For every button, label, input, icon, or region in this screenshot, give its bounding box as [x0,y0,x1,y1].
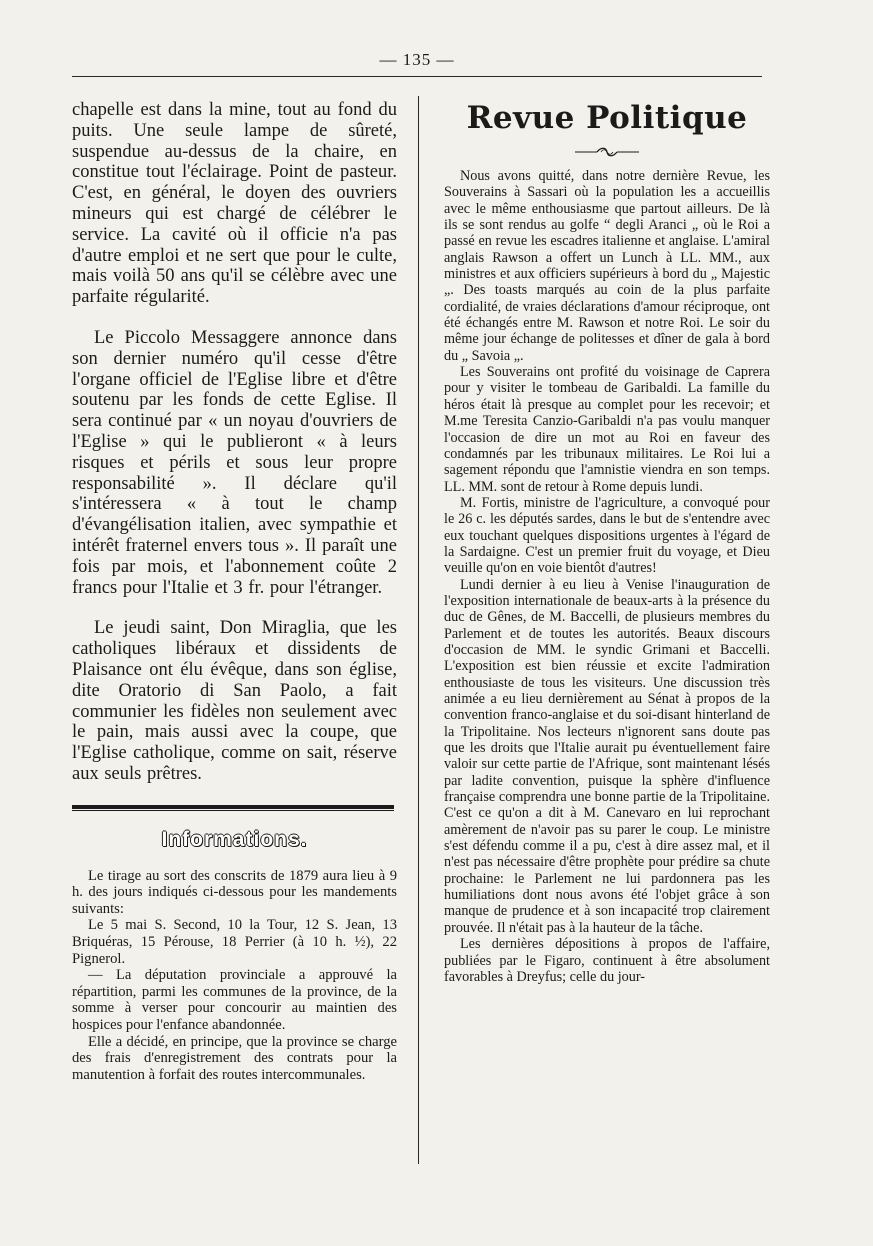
paragraph-piccolo-messaggere: Le Piccolo Messaggere annonce dans son dernier numéro qu'il cesse d'être l'organe officiel de l'Eglise libre et d'être soutenu par les fonds de cette Eglise. Il sera continué par « un noyau d'ouvriers de l'Eglise » qui le publieront « à leurs risques et périls et sous leur propre responsabilité ». Il déclare qu'il s'intéressera « à tout le champ d'évangélisation italien, avec sympathie et intérêt fraternel envers tous ». Il paraît une fois par mois, et l'abonnement coûte 2 francs pour l'Italie et 3 fr. pour l'étranger. [72,327,397,598]
info-paragraph-province: Elle a décidé, en principe, que la province se charge des frais d'enregistrement des contrats pour la manutention à forfait des routes intercommunales. [72,1033,397,1083]
left-column [72,100,397,1083]
informations-text [72,868,397,1084]
right-column [444,98,770,985]
revue-politique-text [444,168,770,985]
page-number: — 135 — [379,50,455,69]
left-article-text [72,100,397,785]
info-paragraph-deputation: — La députation provinciale a approuvé la répartition, parmi les communes de la province, de la somme à verser pour concourir au maintien des hospices pour l'enfance abandonnée. [72,967,397,1034]
ornament-flourish-icon [573,145,641,159]
revue-politique-heading: Revue Politique [466,100,748,136]
column-divider [418,96,419,1164]
paragraph-chapelle: chapelle est dans la mine, tout au fond du puits. Une seule lampe de sûreté, suspendue au-dessus de la chaire, en constitue tout l'éclairage. Point de pasteur. C'est, en général, le doyen des ouvriers mineurs qui est chargé de célébrer le service. La cavité où il officie n'a pas d'autre emploi et ne sert que pour le culte, mais voilà 50 ans qu'il se célèbre avec une parfaite régularité. [72,100,397,308]
revue-paragraph-fortis: M. Fortis, ministre de l'agriculture, a convoqué pour le 26 c. les députés sardes, dans le but de s'entendre avec eux touchant quelques dispositions urgentes à l'égard de la Sardaigne. C'est un premier fruit du voyage, et Dieu veuille qu'on en voie bientôt d'autres! [444,494,770,577]
revue-paragraph-dreyfus: Les dernières dépositions à propos de l'affaire, publiées par le Figaro, continuent à être absolument favorables à Dreyfus; celle du jour- [444,936,770,985]
revue-paragraph-venise: Lundi dernier à eu lieu à Venise l'inauguration de l'exposition internationale de beaux-arts à la présence du duc de Gênes, de M. Baccelli, de plusieurs membres du Parlement et de toutes les autorités. Beaux discours d'occasion de MM. le syndic Grimani et Baccelli. L'exposition est bien réussie et excite l'admiration enthousiaste de tous les visiteurs. Une discussion très animée a eu lieu dernièrement au Sénat à propos de la convention franco-anglaise et du soi-disant hinterland de la Tripolitaine. Nos lecteurs n'ignorent sans doute pas que les droits que l'Italie aurait pu éventuellement faire valoir sur cette partie de l'Afrique, sont maintenant lésés par ladite convention, puisque la sphère d'influence française comprendra une bonne partie de la Tripolitaine. C'est ce qu'on a dit à M. Canevaro en lui reprochant amèrement de n'avoir pas su parer le coup. Le ministre s'est défendu comme il a pu, c'est à dire assez mal, et il n'est pas nécessaire d'être prophète pour prédire sa chute prochaine: le Parlement ne lui pardonnera pas les humiliations dont nous avons été l'objet grâce à son manque de prudence et à son incapacité trop clairement prouvée. Il n'était pas à la hauteur de la tâche. [444,576,770,936]
header-rule [72,76,762,77]
info-paragraph-dates: Le 5 mai S. Second, 10 la Tour, 12 S. Jean, 13 Briquéras, 15 Pérouse, 18 Perrier (à 10 h. ½), 22 Pignerol. [72,917,397,967]
informations-heading: Informations. [161,827,308,851]
revue-paragraph-souverains: Nous avons quitté, dans notre dernière Revue, les Souverains à Sassari où la population les a accueillis avec le même enthousiasme que partout ailleurs. De là ils se sont rendus au golfe “ degli Aranci „ où le Roi a passé en revue les escadres italienne et anglaise. L'amiral anglais Rawson a offert un Lunch à LL. MM., aux ministres et aux officiers supérieurs à bord du „ Majestic „. Des toasts marqués au coin de la plus parfaite cordialité, de vraies déclarations d'amour réciproque, ont été échangés entre M. Rawson et notre Roi. Le soir du même jour échange de politesses et dîner de gala à bord du „ Savoia „. [444,168,770,364]
section-divider [72,805,394,811]
revue-paragraph-caprera: Les Souverains ont profité du voisinage de Caprera pour y visiter le tombeau de Garibaldi. La famille du héros était là presque au complet pour les recevoir; et M.me Teresita Canzio-Garibaldi n'a pas voulu manquer l'occasion de dire un mot au Roi en faveur des condamnés par les tribunaux militaires. Le Roi lui a sagement répondu que l'amnistie viendra en son temps. LL. MM. sont de retour à Rome depuis lundi. [444,364,770,495]
info-paragraph-tirage: Le tirage au sort des conscrits de 1879 aura lieu à 9 h. des jours indiqués ci-dessous pour les mandements suivants: [72,867,397,917]
paragraph-jeudi-saint: Le jeudi saint, Don Miraglia, que les catholiques libéraux et dissidents de Plaisance ont élu évêque, dans son église, dite Oratorio di San Paolo, a fait communier les fidèles non seulement avec le pain, mais aussi avec la coupe, que l'Eglise catholique, comme on sait, réserve aux seuls prêtres. [72,618,397,784]
